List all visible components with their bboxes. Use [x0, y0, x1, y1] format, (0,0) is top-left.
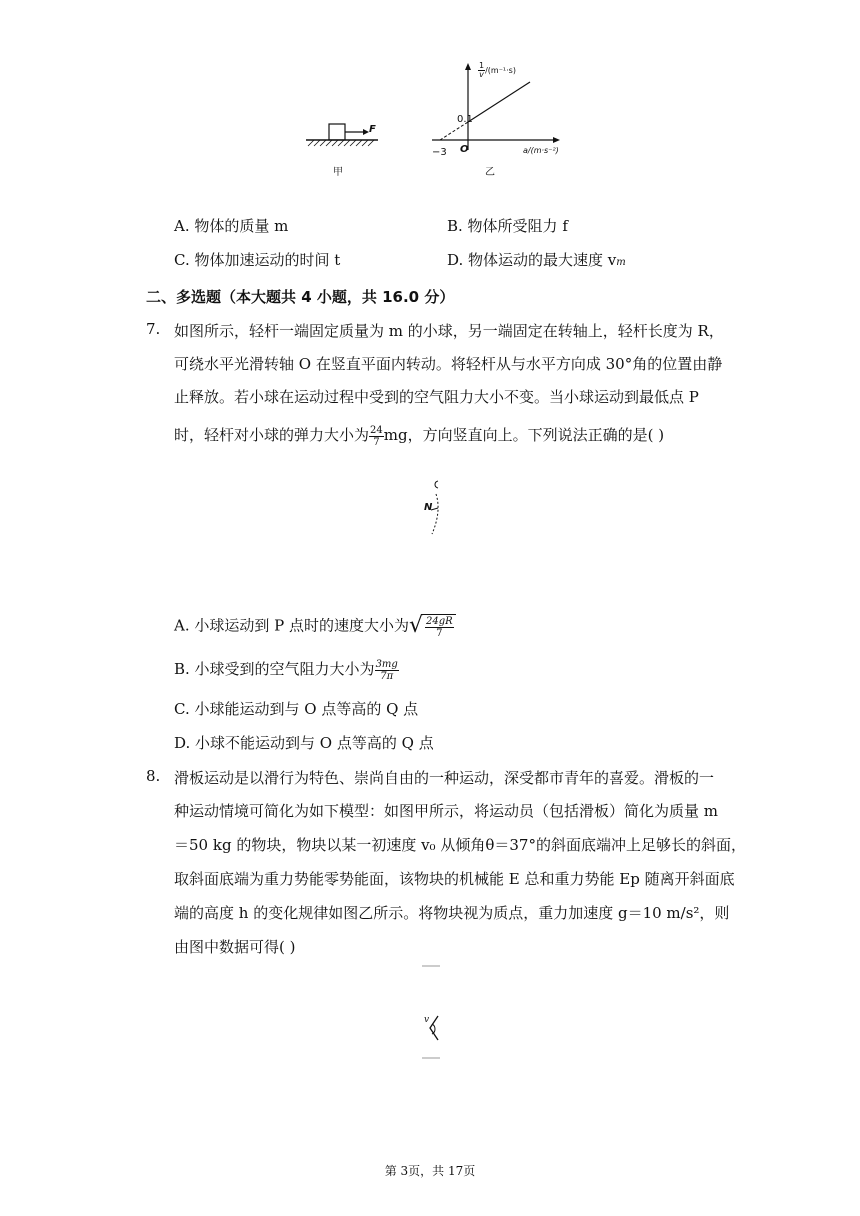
q7-option-a: A. 小球运动到 P 点时的速度大小为√ $\frac{24gR}{7}$ — [174, 614, 456, 639]
q7-line-2: 可绕水平光滑转轴 O 在竖直平面内转动。将轻杆从与水平方向成 30°角的位置由静 — [174, 355, 723, 373]
q6-option-d: D. 物体运动的最大速度 vm — [447, 251, 626, 269]
y-intercept-label: 0.1 — [457, 114, 473, 125]
q6-option-c: C. 物体加速运动的时间 t — [174, 251, 341, 269]
q7-line-1: 如图所示，轻杆一端固定质量为 m 的小球，另一端固定在转轴上，轻杆长度为 R， — [174, 322, 724, 340]
section-multiple-choice-header: 二、多选题（本大题共 4 小题，共 16.0 分） — [146, 288, 455, 306]
q7-line-3: 止释放。若小球在运动过程中受到的空气阻力大小不变。当小球运动到最低点 P — [174, 388, 699, 406]
q8-number: 8. — [146, 767, 161, 785]
q7-option-d: D. 小球不能运动到与 O 点等高的 Q 点 — [174, 734, 434, 752]
figure-jia — [306, 124, 378, 146]
q7-line-4: 时，轻杆对小球的弹力大小为 $\frac{24}{7}$ mg，方向竖直向上。下列说法正确的是( ) — [174, 424, 665, 448]
q7-option-c: C. 小球能运动到与 O 点等高的 Q 点 — [174, 700, 419, 718]
svg-text:v: v — [424, 1015, 430, 1025]
q8-line-5: 端的高度 h 的变化规律如图乙所示。将物块视为质点，重力加速度 g＝10 m/s²，则 — [174, 904, 730, 922]
force-label: F — [369, 124, 376, 135]
q6-option-a: A. 物体的质量 m — [174, 217, 289, 235]
q8-line-3: ＝50 kg 的物块，物块以某一初速度 v₀ 从倾角θ＝37°的斜面底端冲上足够长的斜面， — [174, 836, 746, 854]
y-axis-label: $\frac{1}{v}$ /(m⁻¹·s) — [479, 61, 516, 79]
x-intercept-label: −3 — [432, 147, 447, 158]
q7-number: 7. — [146, 320, 161, 338]
q6-option-b: B. 物体所受阻力 f — [447, 217, 568, 235]
figure-jia-label: 甲 — [333, 167, 343, 178]
figure-q7-n-label: N — [424, 502, 433, 513]
q8-line-1: 滑板运动是以滑行为特色、崇尚自由的一种运动，深受都市青年的喜爱。滑板的一 — [174, 769, 715, 787]
q8-line-4: 取斜面底端为重力势能零势能面，该物块的机械能 E 总和重力势能 Ep 随离开斜面底 — [174, 870, 735, 888]
x-axis-label: a/(m·s⁻²) — [523, 146, 559, 155]
q8-line-6: 由图中数据可得( ) — [174, 938, 296, 956]
page-footer: 第 3页，共 17页 — [384, 1164, 476, 1178]
q7-option-b: B. 小球受到的空气阻力大小为 $\frac{3mg}{7\pi}$ — [174, 658, 398, 682]
q8-line-2: 种运动情境可简化为如下模型：如图甲所示，将运动员（包括滑板）简化为质量 m — [174, 802, 718, 820]
figure-yi-label: 乙 — [485, 167, 495, 178]
origin-label: O — [460, 144, 469, 155]
figure-q8 — [418, 960, 448, 1064]
